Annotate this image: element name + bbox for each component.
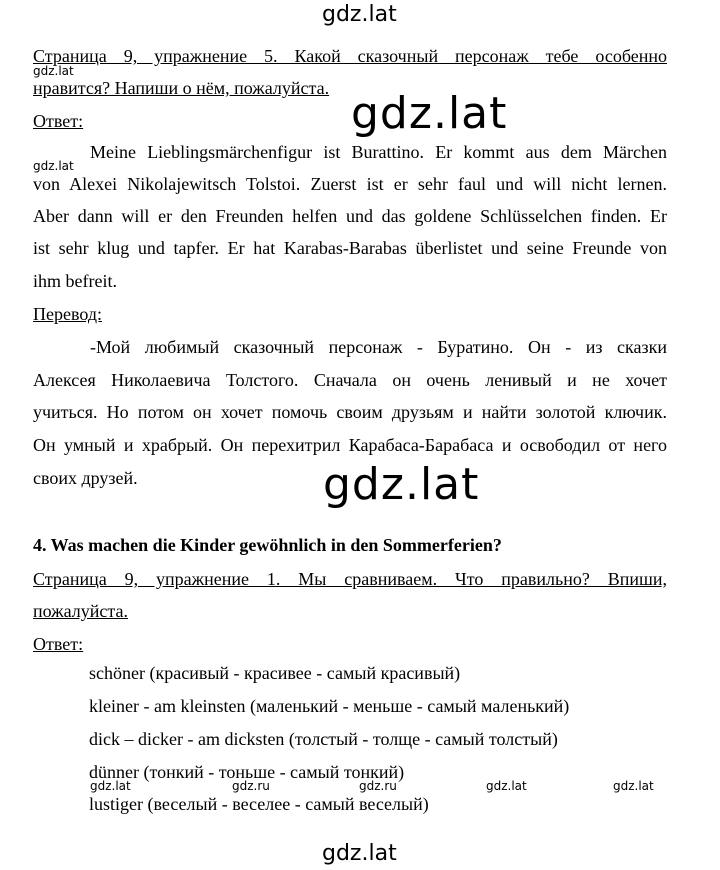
watermark-small: gdz.lat — [613, 779, 654, 793]
list-item: lustiger (веселый - веселее - самый веселый) — [89, 794, 429, 814]
watermark-small: gdz.lat — [90, 779, 131, 793]
watermark-large: gdz.lat — [323, 459, 480, 510]
answer-label: Ответ: — [33, 111, 84, 131]
watermark-small: gdz.lat — [486, 779, 527, 793]
list-item: schöner (красивый - красивее - самый красивый) — [89, 663, 461, 683]
task-line: пожалуйста. — [33, 601, 128, 621]
answer-line: von Alexei Nikolajewitsch Tolstoi. Zuerst ist er sehr faul und will nicht lernen. — [33, 174, 667, 194]
watermark-small: gdz.lat — [33, 159, 74, 173]
answer-line: Meine Lieblingsmärchenfigur ist Burattino. Er kommt aus dem Märchen — [90, 142, 667, 162]
section-heading: 4. Was machen die Kinder gewöhnlich in den Sommerferien? — [33, 535, 502, 555]
task-line: Страница 9, упражнение 1. Мы сравниваем. Что правильно? Впиши, — [33, 569, 667, 589]
watermark-top: gdz.lat — [322, 2, 397, 27]
task-line: нравится? Напиши о нём, пожалуйста. — [33, 78, 330, 98]
watermark-small: gdz.lat — [33, 64, 74, 78]
watermark-bottom: gdz.lat — [322, 841, 397, 866]
list-item: kleiner - am kleinsten (маленький - меньше - самый маленький) — [89, 696, 570, 716]
watermark-small: gdz.ru — [359, 779, 397, 793]
task-line: Страница 9, упражнение 5. Какой сказочный персонаж тебе особенно — [33, 46, 667, 66]
translation-line: учиться. Но потом он хочет помочь своим друзьям и найти золотой ключик. — [33, 402, 667, 422]
answer-line: ist sehr klug und tapfer. Er hat Karabas-Barabas überlistet und seine Freunde von — [33, 238, 667, 258]
answer-line: ihm befreit. — [33, 271, 117, 291]
translation-line: Он умный и храбрый. Он перехитрил Карабаса-Барабаса и освободил от него — [33, 435, 667, 455]
list-item: dünner (тонкий - тоньше - самый тонкий) — [89, 762, 405, 782]
watermark-large: gdz.lat — [351, 88, 508, 139]
translation-line: -Мой любимый сказочный персонаж - Буратино. Он - из сказки — [90, 337, 667, 357]
watermark-small: gdz.ru — [232, 779, 270, 793]
answer-line: Aber dann will er den Freunden helfen und das goldene Schlüsselchen finden. Er — [33, 206, 667, 226]
list-item: dick – dicker - am dicksten (толстый - толще - самый толстый) — [89, 729, 558, 749]
answer-label: Ответ: — [33, 634, 84, 654]
translation-line: Алексея Николаевича Толстого. Сначала он очень ленивый и не хочет — [33, 370, 667, 390]
translation-label: Перевод: — [33, 304, 102, 324]
translation-line: своих друзей. — [33, 468, 138, 488]
